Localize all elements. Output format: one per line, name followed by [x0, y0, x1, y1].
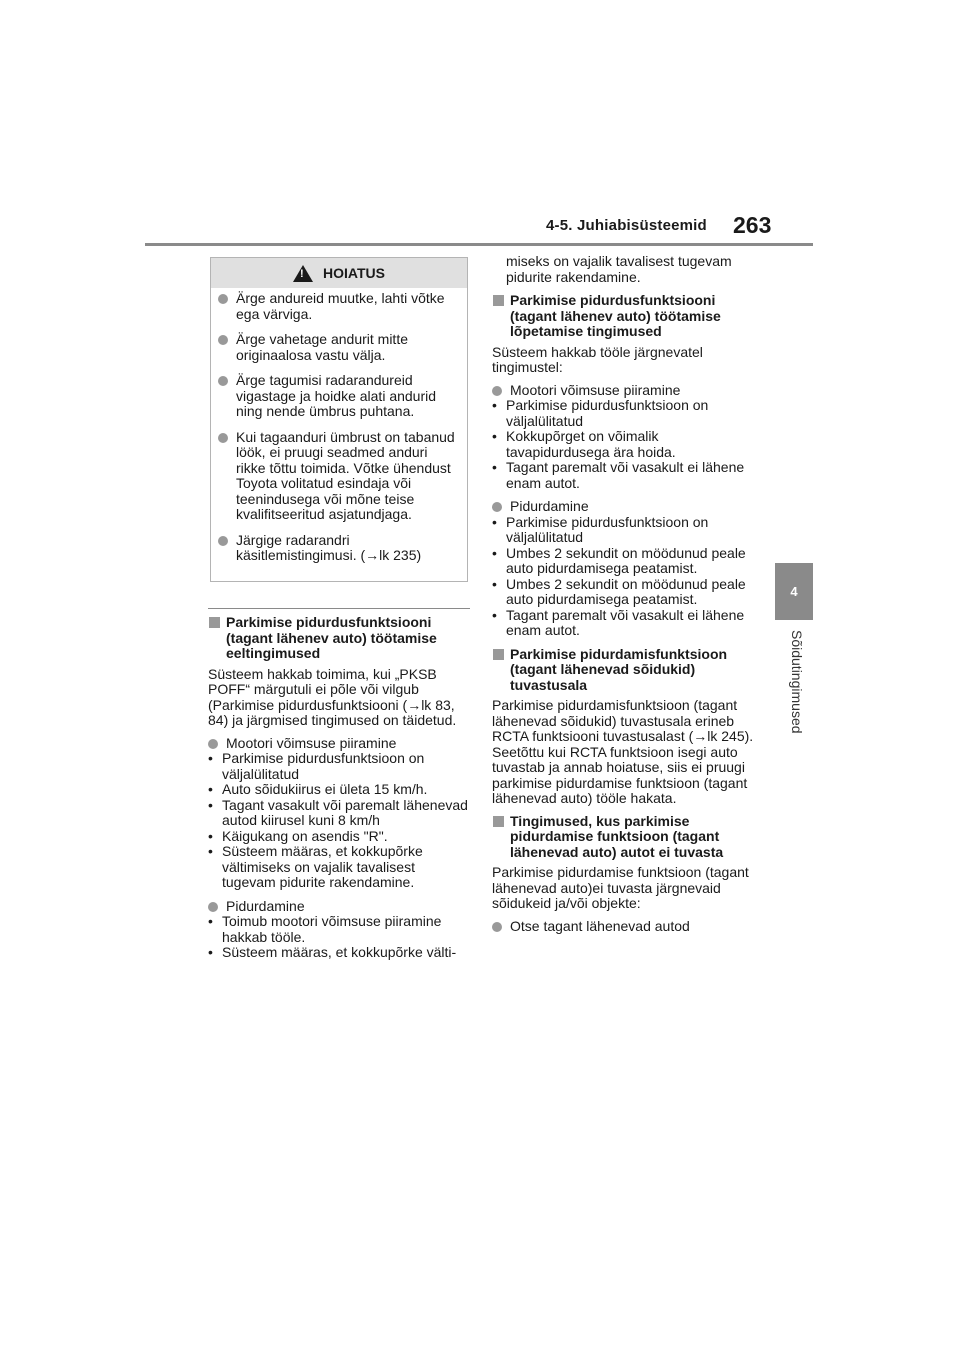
warning-title: HOIATUS — [323, 265, 385, 281]
paragraph: Parkimise pidurdamisfunktsioon (tagant lähenevad sõidukid) tuvastusala erineb RCTA funktsiooni tuvastusalast (→lk 245). Seetõttu kui RCTA funktsioon isegi auto tuvastab ja annab hoiatuse, siis ei pruugi parkimise pidurdamise funktsioon (tagant lähenevad auto) tööle hakata. — [492, 697, 754, 806]
list-item: • Parkimise pidurdusfunktsioon on väljalülitatud — [492, 515, 754, 546]
list-item: • Tagant vasakult või paremalt lähenevad autod kiirusel kuni 8 km/h — [208, 798, 470, 829]
paragraph: Parkimise pidurdamise funktsioon (tagant lähenevad auto)ei tuvasta järgnevaid sõidukeid ja/või objekte: — [492, 864, 749, 911]
chapter-label: Sõidutingimused — [789, 630, 805, 734]
list-item: • Umbes 2 sekundit on möödunud peale auto pidurdamisega peatamist. — [492, 577, 754, 608]
right-column — [492, 254, 754, 934]
list-item: • Toimub mootori võimsuse piiramine hakkab tööle. — [208, 914, 470, 945]
chapter-tab: 4 — [775, 563, 813, 620]
page-number: 263 — [733, 212, 772, 238]
section-heading: Parkimise pidurdusfunktsiooni (tagant lähenev auto) töötamise eeltingimused — [208, 615, 470, 662]
warning-item: Ärge vahetage andurit mitte originaalosa vastu välja. — [218, 332, 458, 363]
condition-title: Otse tagant lähenevad autod — [492, 919, 754, 935]
condition-list — [492, 398, 754, 491]
warning-item: Järgige radarandri käsitlemistingimusi. (→lk 235) — [218, 533, 458, 564]
condition-title: Pidurdamine — [492, 499, 754, 515]
warning-item: Ärge andureid muutke, lahti võtke ega värviga. — [218, 291, 458, 322]
list-item: • Tagant paremalt või vasakult ei lähene enam autot. — [492, 460, 754, 491]
continued-text: miseks on vajalik tavalisest tugevam pidurite rakendamine. — [506, 253, 732, 285]
condition-title: Mootori võimsuse piiramine — [492, 383, 754, 399]
section-divider — [208, 608, 470, 609]
list-item: • Parkimise pidurdusfunktsioon on väljalülitatud — [492, 398, 754, 429]
section-heading: Tingimused, kus parkimise pidurdamise funktsioon (tagant lähenevad auto) autot ei tuvasta — [492, 814, 754, 861]
list-item: • Umbes 2 sekundit on möödunud peale auto pidurdamisega peatamist. — [492, 546, 754, 577]
warning-item: Ärge tagumisi radarandureid vigastage ja hoidke alati andurid ning nende ümbrus puhtana. — [218, 373, 458, 420]
left-column — [208, 0, 470, 969]
list-item: • Kokkupõrget on võimalik tavapidurdusega ära hoida. — [492, 429, 754, 460]
list-item: • Tagant paremalt või vasakult ei lähene enam autot. — [492, 608, 754, 639]
condition-title: Pidurdamine — [208, 899, 470, 915]
section-title: 4-5. Juhiabisüsteemid — [546, 217, 707, 234]
section-heading: Parkimise pidurdusfunktsiooni (tagant lähenev auto) töötamise lõpetamise tingimused — [492, 293, 754, 340]
condition-title: Mootori võimsuse piiramine — [208, 736, 470, 752]
section-heading: Parkimise pidurdamisfunktsioon (tagant lähenevad sõidukid) tuvastusala — [492, 647, 754, 694]
warning-item: Kui tagaanduri ümbrust on tabanud löök, ei pruugi seadmed anduri rikke tõttu toimida. Võtke ühendust Toyota volitatud esindaja või teenindusega või mõne teise kvalifitseeritud asjatundjaga. — [218, 430, 458, 523]
list-item: • Käigukang on asendis "R". — [208, 829, 470, 845]
paragraph: Süsteem hakkab toimima, kui „PKSB POFF“ märgutuli ei põle või vilgub (Parkimise pidurdusfunktsiooni (→lk 83, 84) ja järgmised tingimused on täidetud. — [208, 665, 457, 728]
list-item: • Süsteem määras, et kokkupõrke välti- — [208, 945, 470, 961]
list-item: • Auto sõidukiirus ei ületa 15 km/h. — [208, 782, 470, 798]
condition-list — [208, 751, 470, 891]
list-item: • Parkimise pidurdusfunktsioon on väljalülitatud — [208, 751, 470, 782]
condition-list — [208, 914, 470, 961]
condition-list — [492, 515, 754, 639]
paragraph: Süsteem hakkab tööle järgnevatel tingimustel: — [492, 343, 703, 375]
list-item: • Süsteem määras, et kokkupõrke vältimiseks on vajalik tavalisest tugevam pidurite rakendamine. — [208, 844, 470, 891]
